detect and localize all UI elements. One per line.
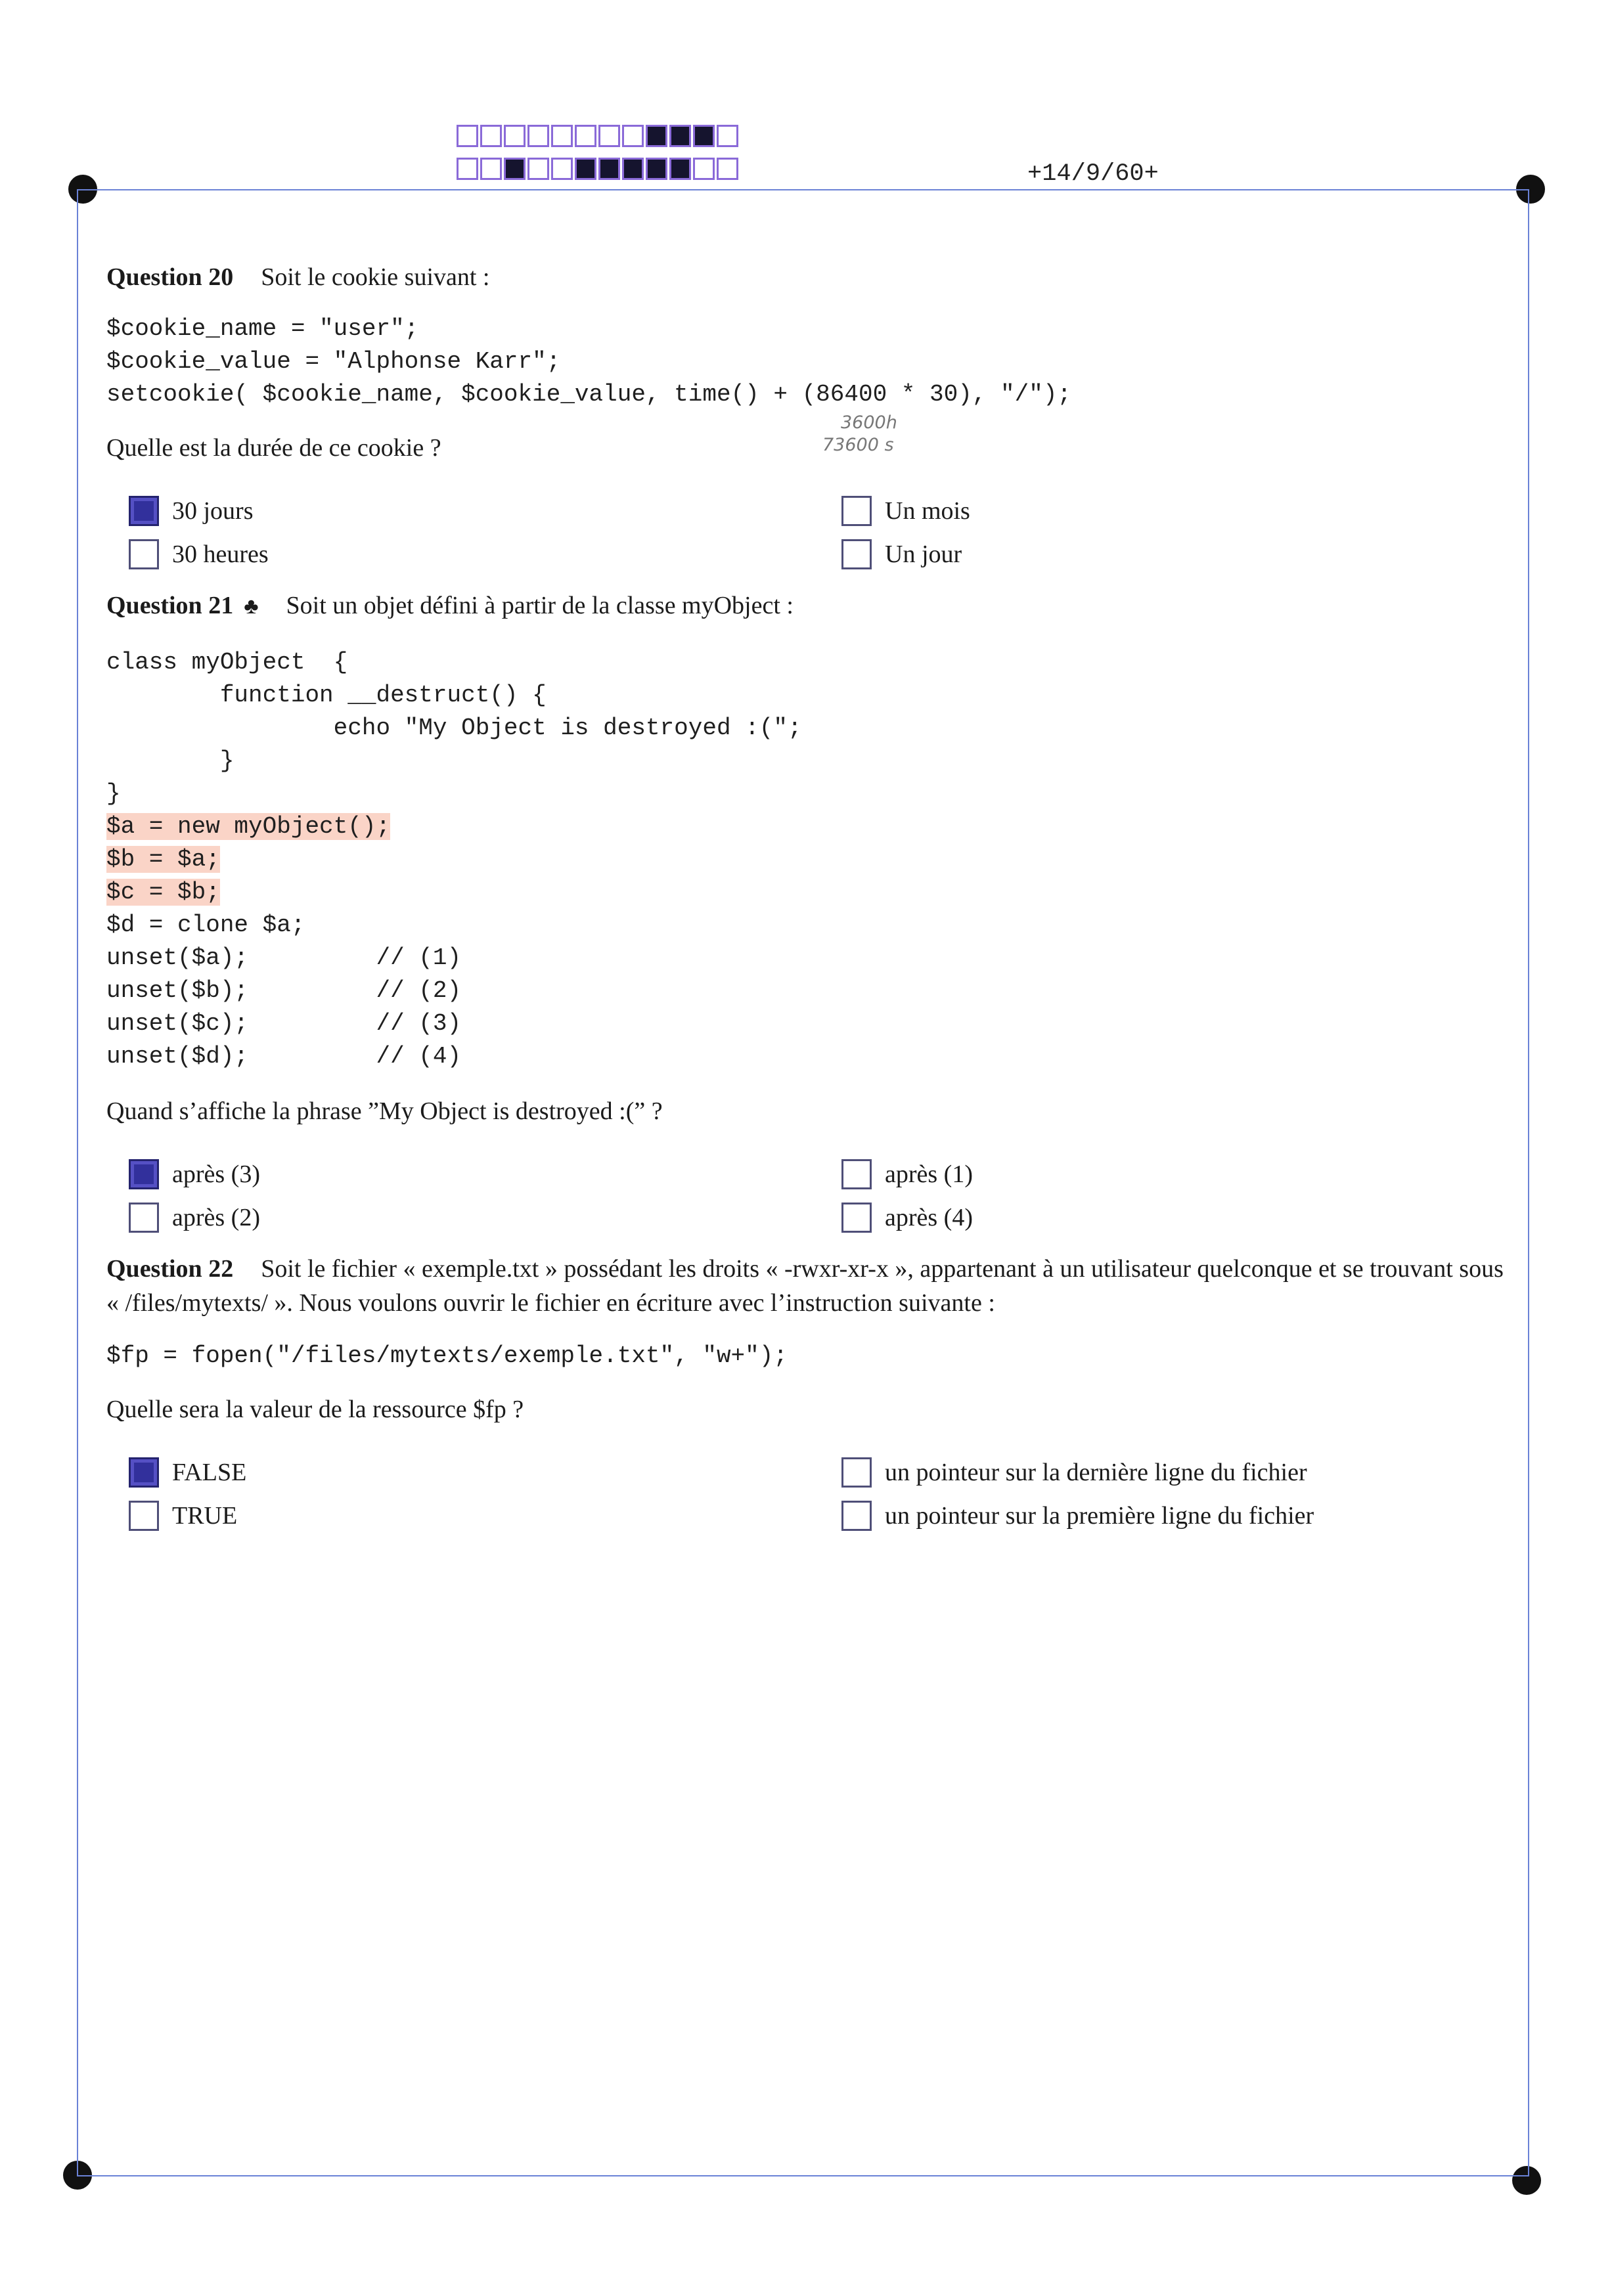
answer-option[interactable] — [841, 1455, 1498, 1490]
id-code-cell — [598, 125, 620, 147]
id-code-cell-filled — [575, 158, 596, 180]
code-line: $cookie_value = "Alphonse Karr"; — [106, 348, 561, 375]
code-line: $fp = fopen("/files/mytexts/exemple.txt", "w+"); — [106, 1342, 788, 1369]
checkbox[interactable] — [841, 1457, 872, 1488]
checkbox[interactable] — [841, 1501, 872, 1531]
code-line: } — [106, 780, 121, 807]
code-line: } — [106, 747, 235, 774]
code-line: unset($d); // (4) — [106, 1043, 462, 1070]
code-line: $cookie_name = "user"; — [106, 315, 419, 342]
checkbox[interactable] — [841, 496, 872, 526]
checkbox-checked[interactable] — [129, 496, 159, 526]
question-number: Question 22 — [106, 1255, 234, 1283]
checkbox[interactable] — [129, 1203, 159, 1233]
question-prompt: Quelle sera la valeur de la ressource $fp ? — [106, 1396, 524, 1423]
id-code-cell — [717, 125, 738, 147]
id-code-cell — [717, 158, 738, 180]
answer-label: après (4) — [885, 1204, 973, 1231]
answer-label: un pointeur sur la première ligne du fichier — [885, 1502, 1314, 1530]
answer-option[interactable] — [841, 1499, 1498, 1533]
code-line: unset($c); // (3) — [106, 1010, 462, 1037]
checkbox[interactable] — [841, 1159, 872, 1189]
id-code-cell-filled — [669, 125, 691, 147]
handwritten-note: 3600h — [841, 412, 897, 433]
checkbox[interactable] — [841, 539, 872, 569]
id-code-cell — [622, 125, 644, 147]
exam-content — [106, 260, 1512, 1533]
code-block — [106, 1340, 1512, 1373]
code-line: function __destruct() { — [106, 682, 547, 709]
id-code-cell — [527, 158, 549, 180]
id-code-cell-filled — [646, 125, 667, 147]
question-intro: Soit le fichier « exemple.txt » possédant les droits « -rwxr-xr-x », appartenant à un utilisateur quelconque et se trouvant sous « /files/mytexts/ ». Nous voulons ouvrir le fichier en écriture avec l’instruction suivante : — [106, 1255, 1504, 1317]
question-number: Question 20 — [106, 263, 234, 291]
answer-label: Un mois — [885, 497, 970, 525]
code-line-highlighted: $c = $b; — [106, 879, 220, 906]
question-number: Question 21 — [106, 592, 234, 619]
checkbox[interactable] — [129, 539, 159, 569]
question-intro: Soit le cookie suivant : — [261, 263, 490, 291]
answer-label: après (2) — [172, 1204, 260, 1231]
handwritten-note: 73600 s — [822, 435, 894, 455]
id-code-row-1 — [457, 125, 738, 147]
answer-grid — [129, 1157, 1512, 1235]
answer-option[interactable] — [129, 537, 841, 571]
id-code-cell — [457, 125, 478, 147]
id-code-cell — [527, 125, 549, 147]
code-line: setcookie( $cookie_name, $cookie_value, time() + (86400 * 30), "/"); — [106, 381, 1072, 408]
id-code-cell — [480, 158, 502, 180]
question-20 — [106, 260, 1512, 571]
code-line-highlighted: $b = $a; — [106, 846, 220, 873]
question-22 — [106, 1252, 1512, 1533]
id-code-cell-filled — [646, 158, 667, 180]
id-code-cell-filled — [669, 158, 691, 180]
code-line: unset($a); // (1) — [106, 944, 462, 971]
id-code-row-2 — [457, 158, 738, 180]
answer-option[interactable] — [841, 1157, 1498, 1191]
id-code-cell-filled — [622, 158, 644, 180]
answer-label: Un jour — [885, 541, 962, 568]
checkbox[interactable] — [129, 1501, 159, 1531]
answer-option[interactable] — [129, 1499, 841, 1533]
id-code-cell — [551, 125, 573, 147]
checkbox-checked[interactable] — [129, 1457, 159, 1488]
code-line-highlighted: $a = new myObject(); — [106, 813, 391, 840]
answer-option[interactable] — [129, 1201, 841, 1235]
club-icon: ♣ — [244, 594, 259, 619]
answer-option[interactable] — [129, 494, 841, 528]
question-header — [106, 260, 1512, 294]
question-header — [106, 1252, 1512, 1320]
checkbox[interactable] — [841, 1203, 872, 1233]
page-code: +14/9/60+ — [1027, 160, 1159, 188]
id-code-cell — [480, 125, 502, 147]
answer-option[interactable] — [841, 494, 1498, 528]
id-code-cell-filled — [598, 158, 620, 180]
answer-label: après (3) — [172, 1160, 260, 1188]
code-line: $d = clone $a; — [106, 912, 305, 938]
answer-label: après (1) — [885, 1160, 973, 1188]
id-code-cell — [575, 125, 596, 147]
question-prompt: Quand s’affiche la phrase ”My Object is destroyed :(” ? — [106, 1097, 663, 1125]
answer-option[interactable] — [841, 1201, 1498, 1235]
question-intro: Soit un objet défini à partir de la classe myObject : — [286, 592, 794, 619]
answer-label: TRUE — [172, 1502, 238, 1530]
code-block — [106, 646, 1512, 1073]
id-code-cell — [457, 158, 478, 180]
answer-label: 30 heures — [172, 541, 269, 568]
answer-label: FALSE — [172, 1459, 247, 1486]
question-prompt: Quelle est la durée de ce cookie ? — [106, 434, 441, 462]
id-code-cell-filled — [693, 125, 715, 147]
code-line: echo "My Object is destroyed :("; — [106, 715, 802, 741]
id-code-cell — [551, 158, 573, 180]
answer-option[interactable] — [841, 537, 1498, 571]
answer-grid — [129, 1455, 1512, 1533]
answer-label: 30 jours — [172, 497, 254, 525]
id-code-cell — [504, 125, 526, 147]
question-header — [106, 588, 1512, 624]
question-21 — [106, 588, 1512, 1235]
answer-grid — [129, 494, 1512, 571]
answer-option[interactable] — [129, 1455, 841, 1490]
code-block — [106, 313, 1512, 411]
code-line: class myObject { — [106, 649, 348, 676]
id-code-cell — [693, 158, 715, 180]
code-line: unset($b); // (2) — [106, 977, 462, 1004]
checkbox-checked[interactable] — [129, 1159, 159, 1189]
answer-option[interactable] — [129, 1157, 841, 1191]
id-code-cell-filled — [504, 158, 526, 180]
answer-label: un pointeur sur la dernière ligne du fichier — [885, 1459, 1307, 1486]
